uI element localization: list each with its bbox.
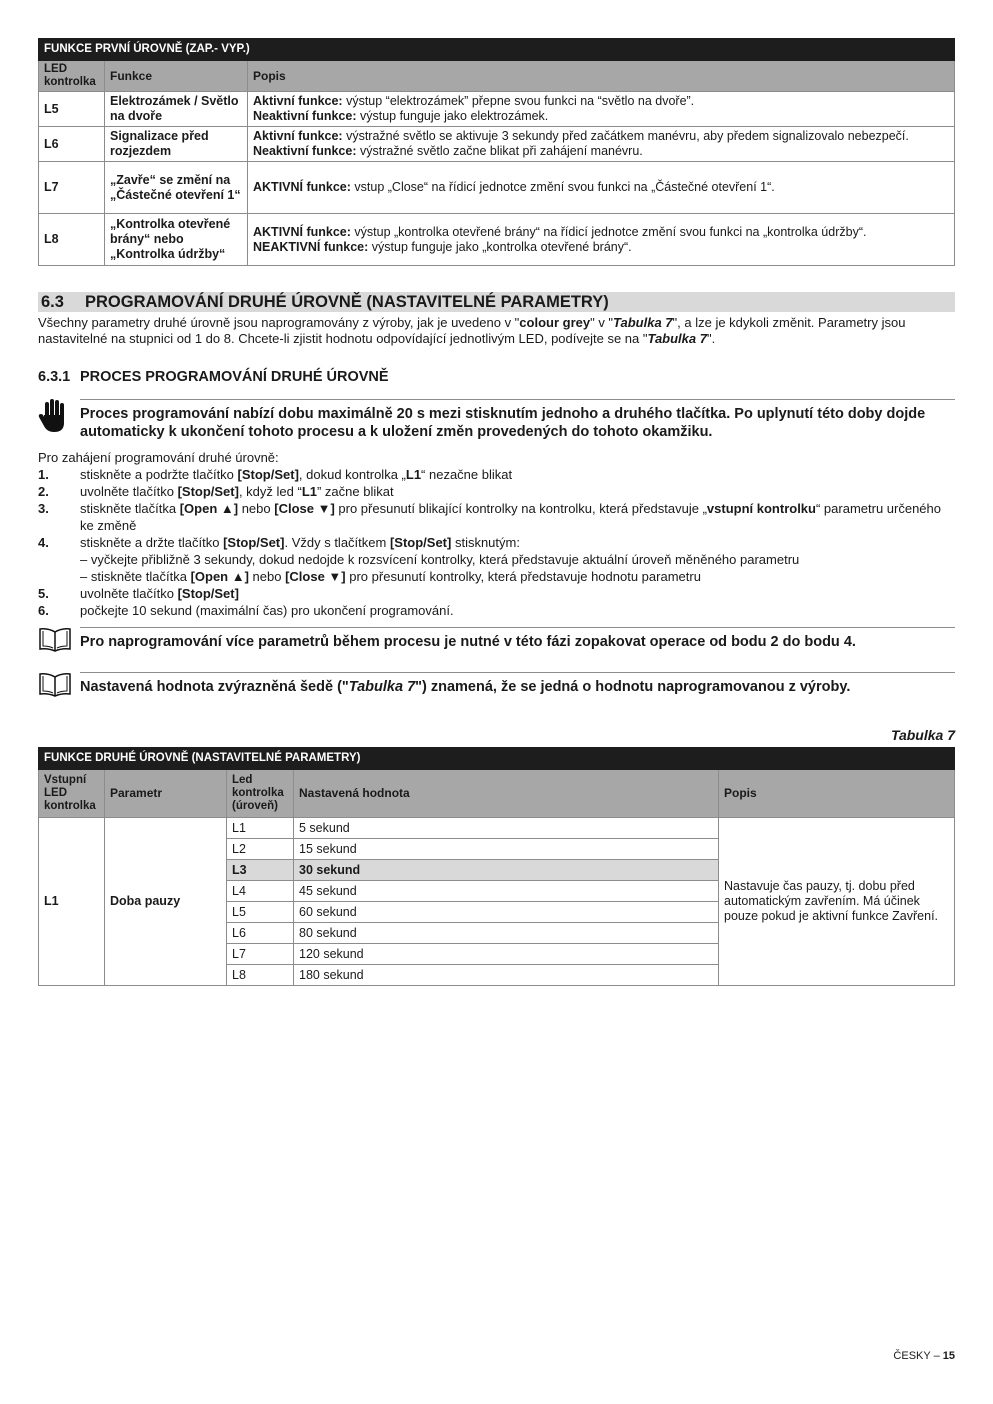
row-value: 180 sekund xyxy=(294,965,719,986)
row-led: L5 xyxy=(39,92,105,127)
step-text: počkejte 10 sekund (maximální čas) pro ukončení programování. xyxy=(80,603,454,618)
subsection-title xyxy=(38,369,955,385)
inactive-text: výstup funguje jako elektrozámek. xyxy=(356,109,549,123)
active-text: výstup „kontrolka otevřené brány“ na řídicí jednotce změní svou funkci na „kontrolka údržby“. xyxy=(350,224,867,239)
table-row xyxy=(39,162,955,214)
subsection-number: 6.3.1 xyxy=(38,369,71,385)
step-text: uvolněte tlačítko [Stop/Set] xyxy=(80,586,239,601)
page-footer xyxy=(893,1350,955,1362)
step-text: stiskněte a držte tlačítko [Stop/Set]. Vždy s tlačítkem [Stop/Set] stisknutým: xyxy=(80,535,520,550)
header-function: Funkce xyxy=(105,61,248,92)
table-row xyxy=(39,92,955,127)
intro-text: " v " xyxy=(590,315,614,330)
active-label: AKTIVNÍ funkce: xyxy=(253,180,351,194)
row-value: 120 sekund xyxy=(294,944,719,965)
intro-text: ", a lze je kdykoli změnit. Parametry jsou nastavitelné na stupnici od 1 do 8. Chcete-li zjistit hodnotu odpovídající jednotlivým LED, podívejte se na " xyxy=(38,315,906,346)
section-title-text: PROGRAMOVÁNÍ DRUHÉ ÚROVNĚ (NASTAVITELNÉ PARAMETRY) xyxy=(85,293,609,311)
step-text: stiskněte tlačítka [Open ▲] nebo [Close ▼] pro přesunutí blikající kontrolky na kontrolku, která představuje „vstupní kontrolku“ parametru určeného ke změně xyxy=(80,501,941,533)
table-label: Tabulka 7 xyxy=(890,727,955,743)
step-4-substep-b: – stiskněte tlačítka [Open ▲] nebo [Close ▼] pro přesunutí kontrolky, která představuje hodnotu parametru xyxy=(80,569,701,584)
parameter-description: Nastavuje čas pauzy, tj. dobu před automatickým zavřením. Má účinek pouze pokud je aktivní funkce Zavření. xyxy=(719,818,955,986)
row-function: Elektrozámek / Světlo na dvoře xyxy=(105,92,248,127)
inactive-label: NEAKTIVNÍ funkce: xyxy=(253,239,369,254)
inactive-text: výstup funguje jako „kontrolka otevřené brány“. xyxy=(368,239,632,254)
section-number: 6.3 xyxy=(41,293,64,311)
row-led: L5 xyxy=(227,902,294,923)
row-led: L7 xyxy=(39,162,105,214)
header-set-value: Nastavená hodnota xyxy=(294,770,719,818)
header-led-level: Led kontrolka (úroveň) xyxy=(227,770,294,818)
info-text: Pro naprogramování více parametrů během procesu je nutné v této fázi zopakovat operace od bodu 2 do bodu 4. xyxy=(80,627,955,658)
intro-bold: colour grey xyxy=(519,315,591,330)
table-row xyxy=(39,818,955,839)
row-value: 30 sekund xyxy=(294,860,719,881)
active-text: výstražné světlo se aktivuje 3 sekundy před začátkem manévru, aby předem signalizovalo nebezpečí. xyxy=(342,129,909,143)
row-description xyxy=(248,214,955,266)
row-led: L6 xyxy=(227,923,294,944)
step-text: stiskněte a podržte tlačítko [Stop/Set], dokud kontrolka „L1“ nezačne blikat xyxy=(80,467,513,482)
row-description xyxy=(248,162,955,214)
row-led: L7 xyxy=(227,944,294,965)
section-intro xyxy=(38,315,955,347)
step-text: uvolněte tlačítko [Stop/Set], když led “L1” začne blikat xyxy=(80,484,394,499)
row-value: 15 sekund xyxy=(294,839,719,860)
header-input-led: Vstupní LED kontrolka xyxy=(39,770,105,818)
header-parameter: Parametr xyxy=(105,770,227,818)
active-label: Aktivní funkce: xyxy=(253,129,343,143)
step-6 xyxy=(38,602,955,619)
input-led: L1 xyxy=(39,818,105,986)
row-led: L8 xyxy=(227,965,294,986)
table-reference: Tabulka 7 xyxy=(647,331,707,346)
table-row xyxy=(39,214,955,266)
row-function: „Zavře“ se změní na „Částečné otevření 1“ xyxy=(105,162,248,214)
table-header-row xyxy=(39,770,955,818)
table-title: FUNKCE PRVNÍ ÚROVNĚ (ZAP.- VYP.) xyxy=(39,39,955,61)
step-5 xyxy=(38,585,955,602)
intro-text: ". xyxy=(706,331,716,346)
header-led: LED kontrolka xyxy=(39,61,105,92)
page-number: 15 xyxy=(942,1350,955,1362)
row-value: 80 sekund xyxy=(294,923,719,944)
steps-list xyxy=(38,466,955,619)
steps-intro: Pro zahájení programování druhé úrovně: xyxy=(38,450,279,465)
table-title-row xyxy=(39,39,955,61)
row-function: Signalizace před rozjezdem xyxy=(105,127,248,162)
table-title: FUNKCE DRUHÉ ÚROVNĚ (NASTAVITELNÉ PARAMETRY) xyxy=(39,748,955,770)
step-4 xyxy=(38,534,955,551)
row-description xyxy=(248,127,955,162)
step-number: 3. xyxy=(38,501,49,516)
active-label: Aktivní funkce: xyxy=(253,94,343,108)
active-text: vstup „Close“ na řídicí jednotce změní svou funkci na „Částečné otevření 1“. xyxy=(350,180,775,194)
row-led: L2 xyxy=(227,839,294,860)
inactive-label: Neaktivní funkce: xyxy=(253,144,357,158)
table-reference: Tabulka 7 xyxy=(613,315,673,330)
parameter-name: Doba pauzy xyxy=(105,818,227,986)
active-text: výstup “elektrozámek” přepne svou funkci na “světlo na dvoře”. xyxy=(342,94,695,108)
inactive-label: Neaktivní funkce: xyxy=(253,109,357,123)
info-text: Nastavená hodnota zvýrazněná šedě ("Tabulka 7") znamená, že se jedná o hodnotu naprogramovanou z výroby. xyxy=(80,672,955,703)
step-3 xyxy=(38,500,955,534)
table-row xyxy=(39,127,955,162)
row-led: L3 xyxy=(227,860,294,881)
row-description xyxy=(248,92,955,127)
second-level-functions-table xyxy=(38,747,955,986)
info-note xyxy=(38,672,955,703)
row-led: L4 xyxy=(227,881,294,902)
step-4-substep-a: – vyčkejte přibližně 3 sekundy, dokud nedojde k rozsvícení kontrolky, která představuje aktuální úroveň měněného parametru xyxy=(80,552,800,567)
row-led: L6 xyxy=(39,127,105,162)
hand-stop-icon xyxy=(38,399,80,441)
step-2 xyxy=(38,483,955,500)
table-reference: Tabulka 7 xyxy=(348,679,416,695)
header-description: Popis xyxy=(719,770,955,818)
step-1 xyxy=(38,466,955,483)
step-number: 2. xyxy=(38,484,49,499)
warning-text: Proces programování nabízí dobu maximálně 20 s mezi stisknutím jednoho a druhého tlačítka. Po uplynutí této doby dojde automaticky k ukončení tohoto procesu a k uložení změn provedených do tohoto okamžiku. xyxy=(80,399,955,441)
section-title xyxy=(38,292,955,312)
table-title-row xyxy=(39,748,955,770)
active-label: AKTIVNÍ funkce: xyxy=(253,224,351,239)
header-description: Popis xyxy=(248,61,955,92)
subsection-title-text: PROCES PROGRAMOVÁNÍ DRUHÉ ÚROVNĚ xyxy=(80,369,389,385)
book-icon xyxy=(38,627,80,658)
step-number: 5. xyxy=(38,586,49,601)
row-value: 5 sekund xyxy=(294,818,719,839)
first-level-functions-table xyxy=(38,38,955,266)
warning-note xyxy=(38,399,955,441)
table-header-row xyxy=(39,61,955,92)
step-number: 1. xyxy=(38,467,49,482)
intro-text: Všechny parametry druhé úrovně jsou naprogramovány z výroby, jak je uvedeno v " xyxy=(38,315,520,330)
row-value: 45 sekund xyxy=(294,881,719,902)
info-note xyxy=(38,627,955,658)
inactive-text: výstražné světlo začne blikat při zahájení manévru. xyxy=(356,144,643,158)
book-icon xyxy=(38,672,80,703)
row-led: L1 xyxy=(227,818,294,839)
step-number: 6. xyxy=(38,603,49,618)
row-function: „Kontrolka otevřené brány“ nebo „Kontrolka údržby“ xyxy=(105,214,248,266)
step-number: 4. xyxy=(38,535,49,550)
manual-page xyxy=(38,38,955,986)
footer-language: ČESKY – xyxy=(893,1350,943,1362)
row-led: L8 xyxy=(39,214,105,266)
row-value: 60 sekund xyxy=(294,902,719,923)
